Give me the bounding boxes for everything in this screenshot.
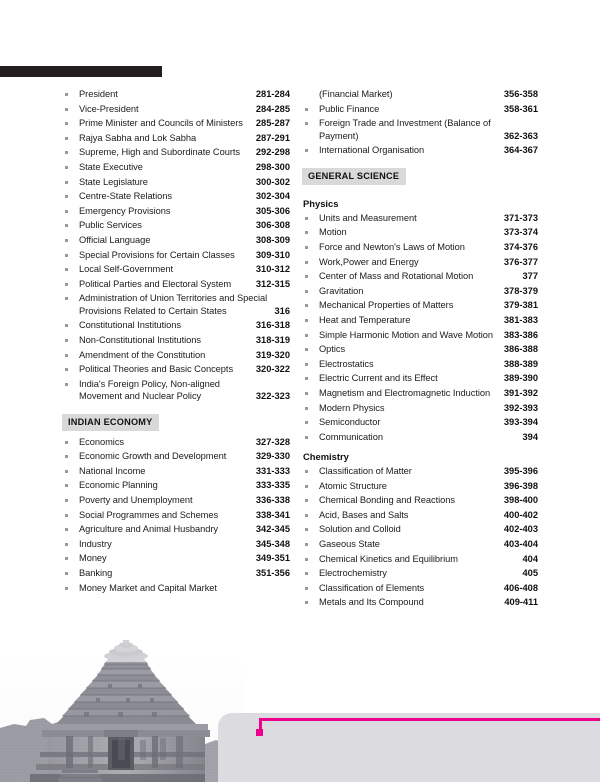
bullet-square-icon [305,514,308,517]
konark-sun-temple-photo [0,640,244,782]
toc-entry-pages: 373-374 [503,227,538,238]
bullet-square-icon [305,470,308,473]
bullet-square-icon [65,528,68,531]
toc-entry[interactable] [62,205,290,217]
bullet-square-icon [305,290,308,293]
toc-entry[interactable] [62,363,290,375]
bullet-square-icon [305,334,308,337]
toc-entry-pages: 319-320 [255,349,290,360]
toc-entry[interactable] [62,249,290,261]
toc-entry-pages: 306-308 [255,220,290,231]
bullet-square-icon [65,441,68,444]
toc-entry[interactable] [62,349,290,361]
toc-entry-title: Poverty and Unemployment [79,495,193,506]
toc-entry[interactable] [302,358,538,370]
toc-entry-title: Foreign Trade and Investment (Balance of Payment) [319,118,491,141]
bullet-square-icon [305,363,308,366]
toc-entry-pages: 405 [522,568,538,579]
toc-entry-pages: 404 [522,553,538,564]
toc-entry[interactable] [302,494,538,506]
toc-entry-title: Chemical Bonding and Reactions [319,495,455,506]
toc-entry-title: Money Market and Capital Market [79,582,217,593]
bullet-square-icon [305,558,308,561]
toc-entry-title: Banking [79,568,113,579]
toc-entry-pages: 316-318 [255,320,290,331]
toc-entry-pages: 281-284 [255,89,290,99]
toc-column-right [302,88,538,611]
toc-entry[interactable] [302,212,538,224]
accent-rule-horizontal [259,718,600,721]
toc-entry-pages: 292-298 [255,147,290,158]
toc-entry-pages: 388-389 [503,358,538,369]
toc-entry-title: Mechanical Properties of Matters [319,300,454,311]
bullet-square-icon [65,195,68,198]
toc-entry-pages: 396-398 [503,480,538,491]
bullet-square-icon [65,324,68,327]
bullet-square-icon [305,499,308,502]
toc-entry-pages: 312-315 [255,278,290,289]
bullet-square-icon [65,557,68,560]
toc-entry[interactable] [302,372,538,384]
toc-entry[interactable] [302,329,538,341]
toc-entry[interactable] [302,226,538,238]
toc-entry-pages: 320-322 [255,364,290,375]
bullet-square-icon [65,484,68,487]
toc-entry-pages: 318-319 [255,334,290,345]
toc-entry-title: Industry [79,538,112,549]
toc-entry-pages: 336-338 [255,495,290,506]
toc-entry[interactable] [302,509,538,521]
toc-entry-title: (Financial Market) [319,89,393,99]
toc-entry-title: Prime Minister and Councils of Ministers [79,118,243,129]
toc-entry[interactable] [302,256,538,268]
section-header: GENERAL SCIENCE [302,168,406,185]
toc-entry-pages: 298-300 [255,161,290,172]
toc-entry-pages: 356-358 [503,89,538,99]
bullet-square-icon [65,499,68,502]
bullet-square-icon [65,108,68,111]
toc-entry-pages: 302-304 [255,191,290,202]
toc-entry[interactable] [62,582,290,594]
bullet-square-icon [305,304,308,307]
toc-entry[interactable] [302,538,538,550]
bullet-square-icon [305,436,308,439]
toc-entry-pages: 378-379 [503,285,538,296]
toc-entry-title: Electric Current and its Effect [319,373,438,384]
bullet-square-icon [65,587,68,590]
toc-entry[interactable] [62,132,290,144]
toc-entry[interactable] [302,523,538,535]
toc-entry-pages: 371-373 [503,212,538,223]
toc-entry[interactable] [62,378,290,403]
bullet-square-icon [305,587,308,590]
bullet-square-icon [65,514,68,517]
toc-entry[interactable] [62,523,290,535]
bullet-square-icon [65,354,68,357]
toc-entry[interactable] [62,234,290,246]
toc-entry[interactable] [62,161,290,173]
toc-entry[interactable] [302,387,538,399]
toc-entry-title: Modern Physics [319,402,385,413]
toc-entry-pages: 364-367 [503,145,538,156]
toc-entry-title: Motion [319,227,347,238]
toc-entry-title: Communication [319,431,383,442]
bullet-square-icon [305,601,308,604]
bullet-square-icon [65,181,68,184]
bullet-square-icon [305,528,308,531]
toc-entry-title: President [79,89,118,99]
toc-entry-title: Metals and Its Compound [319,597,424,608]
toc-entry-title: Optics [319,344,346,355]
bullet-square-icon [65,470,68,473]
toc-entry-pages: 402-403 [503,524,538,535]
toc-entry[interactable] [302,88,538,100]
toc-entry[interactable] [302,299,538,311]
toc-entry-pages: 395-396 [503,466,538,477]
toc-entry[interactable] [62,103,290,115]
toc-entry-title: Gaseous State [319,539,380,550]
bullet-square-icon [305,275,308,278]
toc-entry-pages: 362-363 [503,130,538,141]
toc-entry[interactable] [62,88,290,100]
bullet-square-icon [65,383,68,386]
toc-entry-title: Centre-State Relations [79,191,172,202]
toc-entry-pages: 400-402 [503,509,538,520]
toc-entry-title: Electrochemistry [319,568,387,579]
toc-entry[interactable] [62,567,290,579]
toc-entry-title: Economic Growth and Development [79,451,227,462]
toc-entry[interactable] [62,479,290,491]
bullet-square-icon [305,149,308,152]
toc-entry[interactable] [302,117,538,142]
toc-entry-pages: 284-285 [255,103,290,114]
toc-entry[interactable] [62,190,290,202]
toc-entry[interactable] [302,480,538,492]
toc-entry[interactable] [62,219,290,231]
toc-list [302,88,538,157]
toc-entry-title: Electrostatics [319,358,374,369]
toc-entry[interactable] [302,431,538,443]
toc-entry-title: Special Provisions for Certain Classes [79,249,235,260]
section-header: INDIAN ECONOMY [62,414,159,431]
toc-entry-title: Heat and Temperature [319,314,411,325]
toc-entry-pages: 394 [522,431,538,442]
toc-entry-pages: 398-400 [503,495,538,506]
toc-entry-title: Rajya Sabha and Lok Sabha [79,132,197,143]
toc-list [302,212,538,443]
toc-entry-pages: 349-351 [255,553,290,564]
toc-entry[interactable] [302,144,538,156]
toc-entry-title: International Organisation [319,145,425,156]
bullet-square-icon [65,268,68,271]
toc-entry-title: National Income [79,465,146,476]
toc-entry-pages: 333-335 [255,480,290,491]
toc-entry-pages: 392-393 [503,402,538,413]
bullet-square-icon [305,572,308,575]
toc-entry-title: Supreme, High and Subordinate Courts [79,147,240,158]
toc-entry-title: Amendment of the Constitution [79,349,206,360]
toc-entry-pages: 381-383 [503,314,538,325]
toc-entry[interactable] [302,314,538,326]
toc-entry-pages: 329-330 [255,451,290,462]
bullet-square-icon [65,254,68,257]
toc-entry-title: Atomic Structure [319,480,387,491]
toc-entry[interactable] [302,582,538,594]
bullet-square-icon [65,239,68,242]
toc-entry[interactable] [62,117,290,129]
toc-column-left [62,88,290,596]
bullet-square-icon [305,543,308,546]
toc-entry-title: India's Foreign Policy, Non-aligned Movement and Nuclear Policy [79,378,220,402]
bullet-square-icon [65,572,68,575]
toc-entry-title: Political Parties and Electoral System [79,278,232,289]
toc-entry[interactable] [62,450,290,462]
bullet-square-icon [65,210,68,213]
toc-entry-pages: 327-328 [255,436,290,447]
toc-entry-pages: 309-310 [255,249,290,260]
toc-entry[interactable] [62,538,290,550]
toc-entry[interactable] [302,416,538,428]
toc-entry-title: Solution and Colloid [319,524,401,535]
toc-entry[interactable] [302,103,538,115]
toc-list [302,465,538,609]
toc-entry-title: Work,Power and Energy [319,256,419,267]
bullet-square-icon [65,339,68,342]
toc-entry-pages: 285-287 [255,118,290,129]
toc-entry-title: Economic Planning [79,480,158,491]
bullet-square-icon [305,407,308,410]
toc-entry-pages: 345-348 [255,538,290,549]
bullet-square-icon [305,261,308,264]
toc-entry-title: State Legislature [79,176,148,187]
toc-entry-title: Money [79,553,107,564]
toc-entry-pages: 376-377 [503,256,538,267]
toc-entry-pages: 374-376 [503,241,538,252]
bullet-square-icon [305,217,308,220]
bullet-square-icon [65,224,68,227]
bullet-square-icon [305,377,308,380]
toc-entry-pages: 322-323 [255,391,290,402]
toc-entry-pages: 409-411 [504,597,538,608]
bullet-square-icon [305,348,308,351]
toc-list [62,436,290,594]
toc-entry-title: Administration of Union Territories and Special Provisions Related to Certain States [79,293,268,316]
toc-entry[interactable] [302,567,538,579]
toc-entry[interactable] [62,334,290,346]
toc-entry[interactable] [62,176,290,188]
toc-entry-pages: 386-388 [503,344,538,355]
toc-entry-title: Public Finance [319,103,380,114]
bottom-gray-panel [218,713,600,782]
toc-entry-pages: 308-309 [255,234,290,245]
toc-entry-pages: 358-361 [503,103,538,114]
toc-entry-pages: 331-333 [255,465,290,476]
toc-entry-title: Units and Measurement [319,212,417,223]
bullet-square-icon [305,421,308,424]
toc-entry[interactable] [62,292,290,317]
toc-entry[interactable] [62,552,290,564]
bullet-square-icon [65,283,68,286]
bullet-square-icon [65,122,68,125]
top-black-rule [0,66,162,77]
toc-entry-pages: 377 [522,271,538,282]
bullet-square-icon [305,246,308,249]
bullet-square-icon [65,137,68,140]
bullet-square-icon [305,392,308,395]
toc-entry-pages: 316 [274,305,290,316]
table-of-contents [0,88,600,648]
toc-entry-title: Simple Harmonic Motion and Wave Motion [319,329,493,340]
toc-entry-title: Acid, Bases and Salts [319,509,409,520]
toc-entry[interactable] [302,241,538,253]
toc-entry-title: Gravitation [319,285,364,296]
toc-entry-title: Agriculture and Animal Husbandry [79,524,218,535]
bullet-square-icon [305,319,308,322]
toc-entry-title: Constitutional Institutions [79,320,182,331]
toc-entry-title: Social Programmes and Schemes [79,509,219,520]
toc-entry-title: Force and Newton's Laws of Motion [319,241,465,252]
toc-entry[interactable] [62,263,290,275]
toc-entry-title: Vice-President [79,103,139,114]
toc-entry[interactable] [302,465,538,477]
subsection-header: Chemistry [303,451,349,463]
toc-entry-pages: 391-392 [503,387,538,398]
toc-entry-pages: 383-386 [503,329,538,340]
toc-entry-title: Classification of Matter [319,466,412,477]
bullet-square-icon [305,122,308,125]
bullet-square-icon [65,368,68,371]
toc-entry-title: Public Services [79,220,142,231]
toc-entry-pages: 338-341 [255,509,290,520]
toc-entry[interactable] [62,494,290,506]
bullet-square-icon [65,151,68,154]
bullet-square-icon [65,297,68,300]
toc-entry-pages: 310-312 [255,264,290,275]
accent-node-marker [256,729,263,736]
toc-entry-pages: 403-404 [503,539,538,550]
toc-entry[interactable] [62,436,290,448]
toc-entry-pages: 351-356 [255,568,290,579]
toc-entry-title: Center of Mass and Rotational Motion [319,271,474,282]
toc-entry[interactable] [62,319,290,331]
toc-entry-title: Economics [79,436,125,447]
toc-entry-pages: 393-394 [503,417,538,428]
toc-entry-title: Classification of Elements [319,582,425,593]
toc-entry[interactable] [62,146,290,158]
toc-entry-pages: 342-345 [255,524,290,535]
toc-entry-title: State Executive [79,161,143,172]
toc-entry-title: Non-Constitutional Institutions [79,334,201,345]
toc-entry[interactable] [302,285,538,297]
toc-entry-pages: 287-291 [255,132,290,143]
toc-entry[interactable] [302,596,538,608]
toc-entry-title: Official Language [79,234,151,245]
toc-entry-pages: 300-302 [255,176,290,187]
toc-entry[interactable] [62,278,290,290]
toc-entry-pages: 406-408 [503,582,538,593]
toc-entry[interactable] [302,553,538,565]
bullet-square-icon [65,543,68,546]
toc-entry-title: Chemical Kinetics and Equilibrium [319,553,458,564]
bullet-square-icon [305,108,308,111]
toc-entry-title: Magnetism and Electromagnetic Induction [319,387,491,398]
bullet-square-icon [305,231,308,234]
bullet-square-icon [65,93,68,96]
toc-entry[interactable] [302,270,538,282]
toc-entry-title: Local Self-Government [79,264,174,275]
toc-entry-pages: 389-390 [503,373,538,384]
bullet-square-icon [65,455,68,458]
toc-entry-title: Political Theories and Basic Concepts [79,364,234,375]
toc-entry-title: Emergency Provisions [79,205,171,216]
toc-entry-pages: 379-381 [503,300,538,311]
toc-entry[interactable] [302,402,538,414]
toc-entry-title: Semiconductor [319,417,381,428]
bullet-square-icon [65,166,68,169]
toc-list [62,88,290,403]
toc-entry[interactable] [302,343,538,355]
toc-entry[interactable] [62,465,290,477]
bullet-square-icon [305,485,308,488]
toc-entry-pages: 305-306 [255,205,290,216]
subsection-header: Physics [303,197,339,209]
toc-entry[interactable] [62,509,290,521]
